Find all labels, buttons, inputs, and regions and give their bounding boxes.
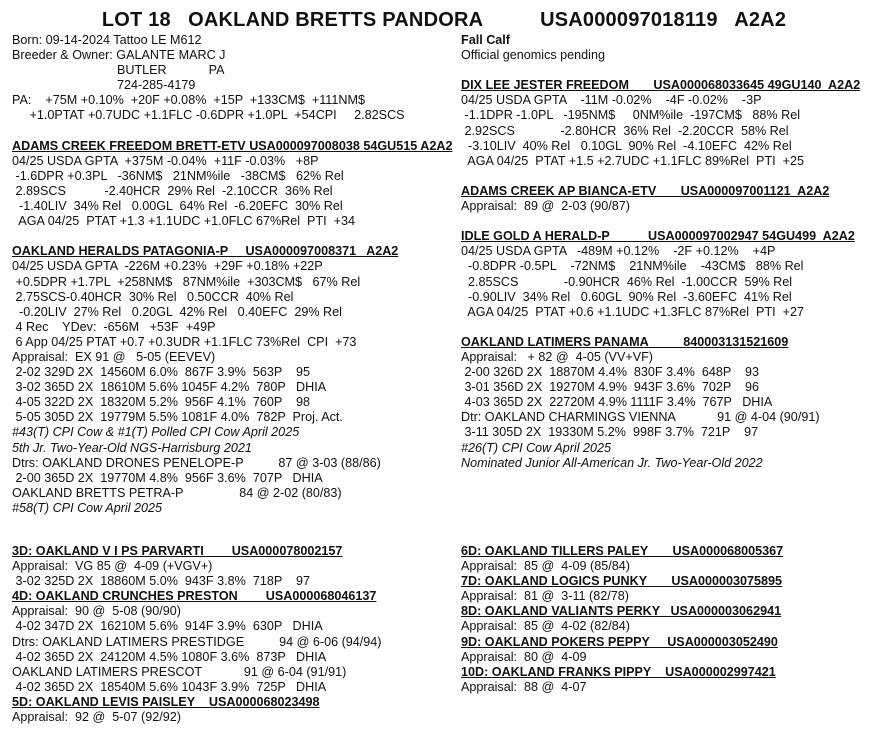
animal-heading: IDLE GOLD A HERALD-P USA000097002947 54GU499 A2A2 (461, 229, 855, 244)
text-line: 04/25 USDA GPTA -11M -0.02% -4F -0.02% -3P (461, 93, 762, 108)
text-line: AGA 04/25 PTAT +1.5 +2.7UDC +1.1FLC 89%Rel PTI +25 (461, 153, 805, 168)
dam-family-right-column (461, 544, 886, 695)
text-line: -1.1DPR -1.0PL -195NM$ 0NM%ile -197CM$ 88% Rel (461, 108, 800, 123)
text-line: 4-03 365D 2X 22720M 4.9% 1111F 3.4% 767P DHIA (461, 395, 773, 410)
dam-family-left-column (12, 544, 452, 725)
text-line: +0.5DPR +1.7PL +258NM$ 87NM%ile +303CM$ 67% Rel (12, 274, 361, 289)
animal-heading: 6D: OAKLAND TILLERS PALEY USA000068005367 (461, 544, 784, 558)
animal-heading: 8D: OAKLAND VALIANTS PERKY USA000003062941 (461, 604, 782, 619)
honor-line: 5th Jr. Two-Year-Old NGS-Harrisburg 2021 (12, 440, 252, 455)
text-line: 724-285-4179 (12, 78, 196, 93)
spacer (12, 229, 452, 244)
spacer (461, 320, 886, 335)
text-line: Appraisal: 80 @ 4-09 (461, 649, 587, 664)
text-line: Appraisal: 89 @ 2-03 (90/87) (461, 199, 630, 214)
text-line: 4 Rec YDev: -656M +53F +49P (12, 319, 216, 334)
text-line: -1.40LIV 34% Rel 0.00GL 64% Rel -6.20EFC 30% Rel (12, 199, 343, 214)
text-line: 04/25 USDA GPTA +375M -0.04% +11F -0.03% +8P (12, 153, 319, 168)
text-line: -1.6DPR +0.3PL -36NM$ 21NM%ile -38CM$ 62% Rel (12, 168, 344, 183)
animal-heading: 10D: OAKLAND FRANKS PIPPY USA000002997421 (461, 664, 776, 679)
animal-heading: 7D: OAKLAND LOGICS PUNKY USA000003075895 (461, 574, 783, 589)
text-line: 4-02 365D 2X 18540M 5.6% 1043F 3.9% 725P DHIA (12, 679, 327, 694)
honor-line: Nominated Junior All-American Jr. Two-Year-Old 2022 (461, 455, 763, 470)
text-line: 04/25 USDA GPTA -226M +0.23% +29F +0.18% +22P (12, 259, 323, 274)
lot-title: LOT 18 OAKLAND BRETTS PANDORA USA000097018119 A2A2 (101, 9, 787, 31)
spacer (12, 124, 452, 139)
text-line: 2-00 365D 2X 19770M 4.8% 956F 3.6% 707P DHIA (12, 470, 323, 485)
spacer (461, 169, 886, 184)
text-line: Official genomics pending (461, 48, 605, 63)
text-line: Dtrs: OAKLAND DRONES PENELOPE-P 87 @ 3-03 (88/86) (12, 455, 381, 470)
text-line: -0.90LIV 34% Rel 0.60GL 90% Rel -3.60EFC 41% Rel (461, 289, 792, 304)
text-line: -0.8DPR -0.5PL -72NM$ 21NM%ile -43CM$ 88% Rel (461, 259, 804, 274)
text-line: 5-05 305D 2X 19779M 5.5% 1081F 4.0% 782P Proj. Act. (12, 410, 343, 425)
animal-heading: ADAMS CREEK FREEDOM BRETT-ETV USA000097008038 54GU515 A2A2 (12, 138, 453, 153)
text-line: PA: +75M +0.10% +20F +0.08% +15P +133CM$ +111NM$ (12, 93, 365, 108)
text-line: 2.92SCS -2.80HCR 36% Rel -2.20CCR 58% Rel (461, 123, 789, 138)
text-line: 2-00 326D 2X 18870M 4.4% 830F 3.4% 648P 93 (461, 365, 760, 380)
text-line: 3-01 356D 2X 19270M 4.9% 943F 3.6% 702P 96 (461, 380, 760, 395)
text-line: 4-05 322D 2X 18320M 5.2% 956F 4.1% 760P 98 (12, 395, 311, 410)
text-line: Appraisal: + 82 @ 4-05 (VV+VF) (461, 349, 653, 364)
text-line: 3-11 305D 2X 19330M 5.2% 998F 3.7% 721P 97 (461, 425, 759, 440)
animal-heading: ADAMS CREEK AP BIANCA-ETV USA000097001121 A2A2 (461, 183, 830, 198)
text-line: AGA 04/25 PTAT +0.6 +1.1UDC +1.3FLC 87%Rel PTI +27 (461, 304, 805, 319)
text-line: 6 App 04/25 PTAT +0.7 +0.3UDR +1.1FLC 73%Rel CPI +73 (12, 334, 357, 349)
spacer (461, 214, 886, 229)
animal-heading: 3D: OAKLAND V I PS PARVARTI USA000078002157 (12, 544, 343, 558)
honor-line: #26(T) CPI Cow April 2025 (461, 440, 612, 455)
text-line: Appraisal: 85 @ 4-02 (82/84) (461, 619, 630, 634)
animal-heading: OAKLAND HERALDS PATAGONIA-P USA000097008371 A2A2 (12, 244, 399, 259)
text-line: 3-02 365D 2X 18610M 5.6% 1045F 4.2% 780P DHIA (12, 380, 327, 395)
text-line: 2.89SCS -2.40HCR 29% Rel -2.10CCR 36% Rel (12, 183, 333, 198)
animal-heading: 5D: OAKLAND LEVIS PAISLEY USA000068023498 (12, 694, 320, 709)
spacer (461, 63, 886, 78)
animal-heading: OAKLAND LATIMERS PANAMA 840003131521609 (461, 334, 789, 349)
text-line: 4-02 347D 2X 16210M 5.6% 914F 3.9% 630P DHIA (12, 619, 323, 634)
text-line: OAKLAND LATIMERS PRESCOT 91 @ 6-04 (91/91) (12, 664, 347, 679)
honor-line: #43(T) CPI Cow & #1(T) Polled CPI Cow April 2025 (12, 425, 300, 440)
animal-heading: 4D: OAKLAND CRUNCHES PRESTON USA000068046137 (12, 589, 377, 604)
text-line: +1.0PTAT +0.7UDC +1.1FLC -0.6DPR +1.0PL +54CPI 2.82SCS (12, 108, 405, 123)
pedigree-left-column (12, 33, 452, 516)
animal-heading: DIX LEE JESTER FREEDOM USA000068033645 49GU140 A2A2 (461, 78, 861, 93)
text-line: Dtrs: OAKLAND LATIMERS PRESTIDGE 94 @ 6-06 (94/94) (12, 634, 382, 649)
text-line: Appraisal: VG 85 @ 4-09 (+VGV+) (12, 559, 213, 574)
pedigree-right-column (461, 33, 886, 471)
animal-heading: 9D: OAKLAND POKERS PEPPY USA000003052490 (461, 634, 778, 649)
text-line: Fall Calf (461, 33, 510, 47)
text-line: Dtr: OAKLAND CHARMINGS VIENNA 91 @ 4-04 (90/91) (461, 410, 820, 425)
text-line: Appraisal: EX 91 @ 5-05 (EEVEV) (12, 349, 216, 364)
honor-line: #58(T) CPI Cow April 2025 (12, 500, 163, 515)
text-line: -3.10LIV 40% Rel 0.10GL 90% Rel -4.10EFC 42% Rel (461, 138, 792, 153)
text-line: Appraisal: 81 @ 3-11 (82/78) (461, 589, 629, 604)
text-line: 3-02 325D 2X 18860M 5.0% 943F 3.8% 718P 97 (12, 574, 311, 589)
text-line: OAKLAND BRETTS PETRA-P 84 @ 2-02 (80/83) (12, 485, 342, 500)
text-line: Breeder & Owner: GALANTE MARC J (12, 48, 226, 63)
text-line: BUTLER PA (12, 63, 225, 78)
text-line: Appraisal: 85 @ 4-09 (85/84) (461, 559, 630, 574)
text-line: 2.75SCS-0.40HCR 30% Rel 0.50CCR 40% Rel (12, 289, 294, 304)
text-line: 2.85SCS -0.90HCR 46% Rel -1.00CCR 59% Rel (461, 274, 793, 289)
text-line: Appraisal: 88 @ 4-07 (461, 679, 587, 694)
text-line: Appraisal: 92 @ 5-07 (92/92) (12, 710, 181, 725)
text-line: AGA 04/25 PTAT +1.3 +1.1UDC +1.0FLC 67%Rel PTI +34 (12, 214, 356, 229)
text-line: -0.20LIV 27% Rel 0.20GL 42% Rel 0.40EFC 29% Rel (12, 304, 342, 319)
text-line: Born: 09-14-2024 Tattoo LE M612 (12, 33, 202, 47)
text-line: 2-02 329D 2X 14560M 6.0% 867F 3.9% 563P 95 (12, 365, 311, 380)
text-line: 04/25 USDA GPTA -489M +0.12% -2F +0.12% +4P (461, 244, 776, 259)
text-line: Appraisal: 90 @ 5-08 (90/90) (12, 604, 181, 619)
text-line: 4-02 365D 2X 24120M 4.5% 1080F 3.6% 873P DHIA (12, 649, 327, 664)
